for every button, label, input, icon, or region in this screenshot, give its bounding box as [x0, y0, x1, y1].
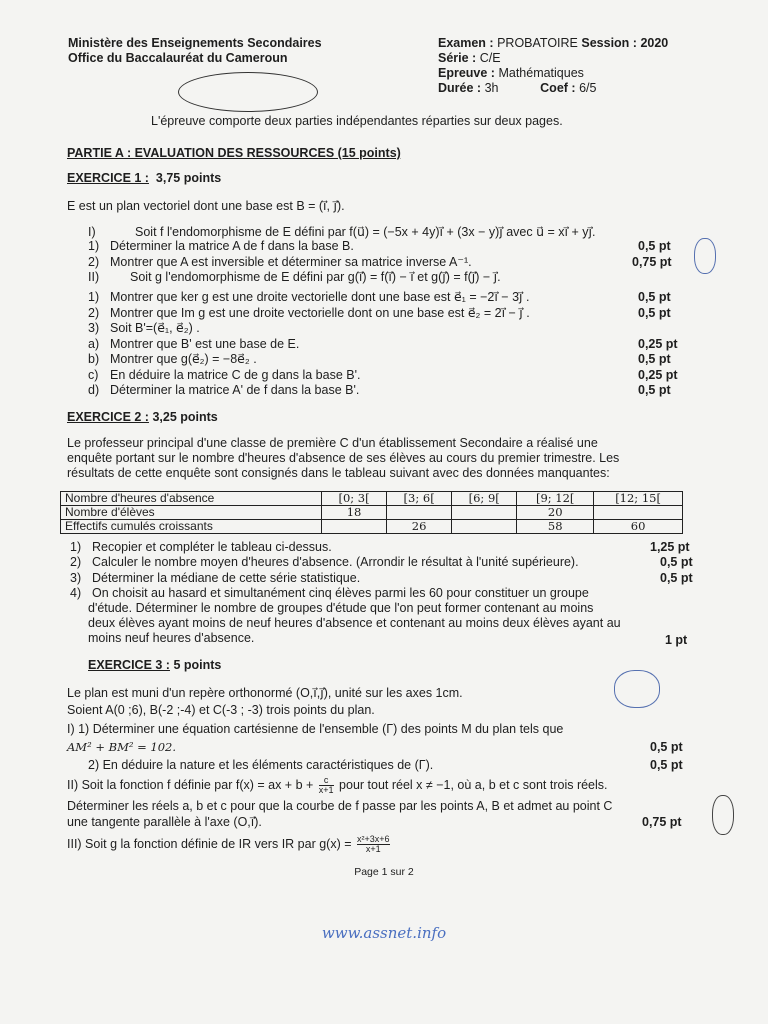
ex3-line9	[67, 835, 390, 854]
ex3-line7: Déterminer les réels a, b et c pour que la courbe de f passe par les points A, B et admet au point C	[67, 799, 613, 813]
table-cell	[452, 520, 517, 534]
ex1-points: 3,75 points	[155, 171, 222, 185]
ministry-line: Ministère des Enseignements Secondaires	[68, 36, 322, 50]
question-points: 0,5 pt	[638, 239, 671, 253]
epreuve-value: Mathématiques	[498, 66, 584, 80]
absence-table	[60, 491, 683, 534]
question-points: 0,5 pt	[638, 306, 671, 320]
question-points: 1,25 pt	[650, 540, 690, 554]
table-cell: [3; 6[	[387, 492, 452, 506]
question-number: 2)	[88, 255, 100, 269]
ex2-para-line: Le professeur principal d'une classe de première C d'un établissement Secondaire a réalisé une	[67, 436, 598, 450]
table-cell	[387, 506, 452, 520]
question-text: Montrer que B' est une base de E.	[110, 337, 300, 351]
ex2-q4-points: 1 pt	[665, 633, 688, 647]
exam-info	[438, 36, 668, 96]
question-text: Calculer le nombre moyen d'heures d'absence. (Arrondir le résultat à l'unité supérieure).	[92, 555, 579, 569]
ex3-line1: Le plan est muni d'un repère orthonormé (O,i⃗,j⃗), unité sur les axes 1cm.	[67, 686, 463, 700]
ex3-heading	[88, 658, 221, 672]
ex3-line6-start: II) Soit la fonction f définie par f(x) = ax + b +	[67, 777, 314, 792]
ex3-points: 5 points	[173, 658, 222, 672]
question-text: On choisit au hasard et simultanément cinq élèves parmi les 60 pour constituer un groupe	[92, 586, 589, 600]
question-text: En déduire la matrice C de g dans la base B'.	[110, 368, 361, 382]
ex3-line8-points: 0,75 pt	[642, 815, 682, 829]
table-cell	[594, 506, 683, 520]
ex3-line3: I) 1) Déterminer une équation cartésienne de l'ensemble (Γ) des points M du plan tels que	[67, 722, 564, 736]
coef-label: Coef :	[540, 81, 576, 95]
ex2-paragraph	[67, 436, 619, 481]
table-cell: 58	[517, 520, 594, 534]
question-text: Montrer que A est inversible et déterminer sa matrice inverse A⁻¹.	[110, 255, 472, 269]
question-number: 3)	[70, 571, 82, 585]
handwritten-mark	[712, 795, 734, 835]
ex3-line5-points: 0,5 pt	[650, 758, 683, 772]
question-number: a)	[88, 337, 100, 351]
table-cell: 20	[517, 506, 594, 520]
table-row	[61, 492, 683, 506]
coef-value: 6/5	[579, 81, 597, 95]
table-row	[61, 520, 683, 534]
ex3-line6	[67, 776, 608, 795]
stamp-oval	[178, 72, 318, 112]
ex3-line9-text: III) Soit g la fonction définie de IR vers IR par g(x) =	[67, 836, 352, 851]
ex3-line6-end: pour tout réel x ≠ −1, où a, b et c sont trois réels.	[339, 777, 608, 792]
table-cell: 18	[322, 506, 387, 520]
table-cell: [0; 3[	[322, 492, 387, 506]
handwritten-mark	[614, 670, 660, 708]
question-text: Montrer que Im g est une droite vectorielle dont on une base est e⃗₂ = 2i⃗ − j⃗ .	[110, 306, 530, 320]
q4-line: deux élèves ayant moins de neuf heures d'absence et contenant au moins deux élèves ayant au	[88, 616, 621, 630]
ex3-title: EXERCICE 3 :	[88, 658, 170, 672]
exam-value: PROBATOIRE	[497, 36, 578, 50]
question-number: 4)	[70, 586, 82, 600]
intro-text: L'épreuve comporte deux parties indépendantes réparties sur deux pages.	[151, 114, 563, 128]
table-cell: [9; 12[	[517, 492, 594, 506]
ex3-line4-points: 0,5 pt	[650, 740, 683, 754]
question-points: 0,75 pt	[632, 255, 672, 269]
partie-a-heading: PARTIE A : EVALUATION DES RESSOURCES (15 points)	[67, 146, 401, 160]
serie-label: Série :	[438, 51, 477, 65]
ex3-line5: 2) En déduire la nature et les éléments caractéristiques de (Γ).	[88, 758, 434, 772]
question-text: Soit f l'endomorphisme de E défini par f(u⃗) = (−5x + 4y)i⃗ + (3x − y)j⃗ avec u⃗ = xi⃗ + yj⃗.	[135, 225, 596, 239]
ex2-para-line: résultats de cette enquête sont consignés dans le tableau suivant avec des données manquantes:	[67, 466, 610, 480]
row-label: Nombre d'élèves	[61, 506, 322, 520]
question-points: 0,5 pt	[660, 571, 693, 585]
session-value: 2020	[640, 36, 669, 50]
row-label: Nombre d'heures d'absence	[61, 492, 322, 506]
ex3-line2: Soient A(0 ;6), B(-2 ;-4) et C(-3 ; -3) trois points du plan.	[67, 703, 375, 717]
question-number: 3)	[88, 321, 100, 335]
question-number: II)	[88, 270, 100, 284]
fraction-c	[319, 776, 334, 795]
frac-num: c	[319, 776, 334, 786]
ex1-heading	[67, 171, 221, 185]
row-label: Effectifs cumulés croissants	[61, 520, 322, 534]
duree-label: Durée :	[438, 81, 482, 95]
session-label: Session :	[581, 36, 637, 50]
ex2-para-line: enquête portant sur le nombre d'heures d'absence de ses élèves au cours du premier trimestre. Les	[67, 451, 620, 465]
question-text: Recopier et compléter le tableau ci-dessus.	[92, 540, 332, 554]
table-cell: [6; 9[	[452, 492, 517, 506]
ex2-points: 3,25 points	[152, 410, 218, 424]
ex2-q4-continuation	[88, 601, 621, 646]
question-text: Déterminer la matrice A de f dans la base B.	[110, 239, 354, 253]
ministry-header	[68, 36, 322, 66]
site-link[interactable]: www.assnet.info	[321, 924, 447, 942]
table-cell	[322, 520, 387, 534]
table-cell: [12; 15[	[594, 492, 683, 506]
q4-line: d'étude. Déterminer le nombre de groupes d'étude que l'on peut former contenant au moins	[88, 601, 594, 615]
table-cell: 60	[594, 520, 683, 534]
page-footer: Page 1 sur 2	[354, 866, 414, 878]
question-points: 0,25 pt	[638, 368, 678, 382]
question-text: Montrer que ker g est une droite vectorielle dont une base est e⃗₁ = −2i⃗ − 3j⃗ .	[110, 290, 530, 304]
ex2-heading	[67, 410, 218, 424]
ex1-base: E est un plan vectoriel dont une base est B = (i⃗, j⃗).	[67, 199, 345, 213]
question-text: Montrer que g(e⃗₂) = −8e⃗₂ .	[110, 352, 257, 366]
question-points: 0,5 pt	[660, 555, 693, 569]
question-number: d)	[88, 383, 100, 397]
q4-line: moins neuf heures d'absence.	[88, 631, 255, 645]
duree-value: 3h	[484, 81, 499, 95]
frac-den: x+1	[318, 785, 334, 795]
handwritten-mark	[694, 238, 716, 274]
question-number: 1)	[88, 239, 100, 253]
frac-den: x+1	[365, 844, 381, 854]
question-number: 1)	[88, 290, 100, 304]
frac-num: x²+3x+6	[357, 834, 390, 844]
table-cell	[452, 506, 517, 520]
question-text: Déterminer la matrice A' de f dans la base B'.	[110, 383, 360, 397]
ex3-line4: AM² + BM² = 102.	[67, 740, 177, 754]
ex2-title: EXERCICE 2 :	[67, 410, 149, 424]
table-cell: 26	[387, 520, 452, 534]
question-number: 1)	[70, 540, 82, 554]
question-number: 2)	[70, 555, 82, 569]
question-points: 0,5 pt	[638, 383, 671, 397]
question-number: I)	[88, 225, 96, 239]
question-points: 0,5 pt	[638, 290, 671, 304]
office-line: Office du Baccalauréat du Cameroun	[68, 51, 288, 65]
question-text: Déterminer la médiane de cette série statistique.	[92, 571, 361, 585]
exam-label: Examen :	[438, 36, 494, 50]
ex1-title: EXERCICE 1 :	[67, 171, 149, 185]
serie-value: C/E	[479, 51, 501, 65]
question-number: b)	[88, 352, 100, 366]
question-number: c)	[88, 368, 99, 382]
question-points: 0,5 pt	[638, 352, 671, 366]
question-text: Soit g l'endomorphisme de E défini par g(i⃗) = f(i⃗) − i⃗ et g(j⃗) = f(j⃗) − j⃗.	[130, 270, 501, 284]
question-number: 2)	[88, 306, 100, 320]
epreuve-label: Epreuve :	[438, 66, 495, 80]
fraction-g	[357, 835, 390, 854]
table-row	[61, 506, 683, 520]
question-text: Soit B'=(e⃗₁, e⃗₂) .	[110, 321, 200, 335]
ex3-line8: une tangente parallèle à l'axe (O,i⃗).	[67, 815, 262, 829]
question-points: 0,25 pt	[638, 337, 678, 351]
